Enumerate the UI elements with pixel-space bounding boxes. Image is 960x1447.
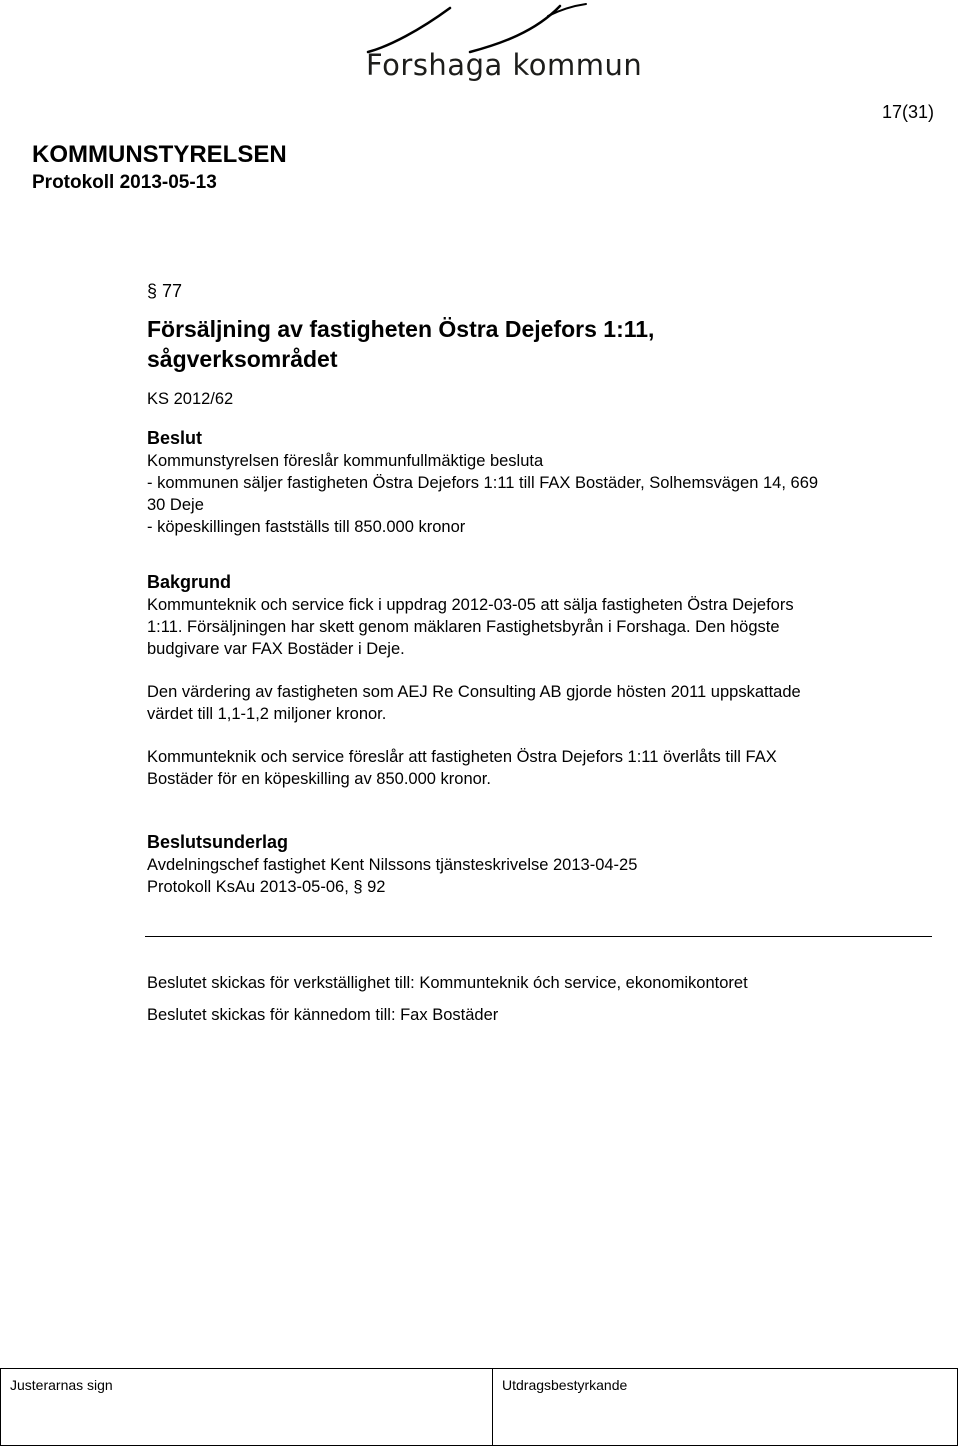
case-number: KS 2012/62 <box>147 390 234 408</box>
text-line: Avdelningschef fastighet Kent Nilssons tjänsteskrivelse 2013-04-25 <box>147 856 638 874</box>
justerarnas-sign-label: Justerarnas sign <box>10 1377 113 1393</box>
title-line: sågverksområdet <box>147 346 338 372</box>
distribution-verkstallighet: Beslutet skickas för verkställighet till: Kommunteknik óch service, ekonomikontoret <box>147 974 748 992</box>
justerarnas-sign-box <box>0 1368 493 1446</box>
distribution-kannedom: Beslutet skickas för kännedom till: Fax Bostäder <box>147 1006 499 1024</box>
beslut-heading: Beslut <box>147 428 203 448</box>
text-line: 1:11. Försäljningen har skett genom mäklaren Fastighetsbyrån i Forshaga. Den högste <box>147 618 780 636</box>
title-line: Försäljning av fastigheten Östra Dejefors 1:11, <box>147 316 655 342</box>
document-body <box>147 280 932 898</box>
text-line: Kommunstyrelsen föreslår kommunfullmäktige besluta <box>147 452 544 470</box>
bakgrund-heading: Bakgrund <box>147 572 232 592</box>
text-line: Den värdering av fastigheten som AEJ Re Consulting AB gjorde hösten 2011 uppskattade <box>147 683 801 701</box>
text-line: Bostäder för en köpeskilling av 850.000 kronor. <box>147 770 491 788</box>
utdragsbestyrkande-label: Utdragsbestyrkande <box>502 1377 628 1393</box>
page-number: 17(31) <box>881 102 934 122</box>
beslut-section <box>147 426 932 538</box>
text-line: värdet till 1,1-1,2 miljoner kronor. <box>147 705 387 723</box>
bakgrund-paragraph <box>147 681 932 725</box>
signature-footer <box>0 1368 958 1447</box>
text-line: - kommunen säljer fastigheten Östra Dejefors 1:11 till FAX Bostäder, Solhemsvägen 14, 669 <box>147 474 819 492</box>
paragraph-number: § 77 <box>147 281 183 301</box>
text-line: budgivare var FAX Bostäder i Deje. <box>147 640 405 658</box>
protocol-date: Protokoll 2013-05-13 <box>32 172 217 193</box>
logo-text: Forshaga kommun <box>366 48 643 82</box>
divider <box>145 936 932 937</box>
beslutsunderlag-heading: Beslutsunderlag <box>147 832 289 852</box>
text-line: Protokoll KsAu 2013-05-06, § 92 <box>147 878 386 896</box>
beslut-text <box>147 450 932 538</box>
bakgrund-paragraph <box>147 746 932 790</box>
organization-name: KOMMUNSTYRELSEN <box>32 141 287 168</box>
text-line: Kommunteknik och service föreslår att fastigheten Östra Dejefors 1:11 överlåts till FAX <box>147 748 777 766</box>
text-line: - köpeskillingen fastställs till 850.000 kronor <box>147 518 466 536</box>
bakgrund-section <box>147 570 932 790</box>
utdragsbestyrkande-box <box>492 1368 958 1446</box>
text-line: 30 Deje <box>147 496 204 514</box>
bakgrund-paragraph <box>147 594 932 660</box>
beslutsunderlag-section <box>147 830 932 898</box>
text-line: Kommunteknik och service fick i uppdrag 2012-03-05 att sälja fastigheten Östra Dejefors <box>147 596 794 614</box>
page-title <box>147 314 932 374</box>
beslutsunderlag-text <box>147 854 932 898</box>
